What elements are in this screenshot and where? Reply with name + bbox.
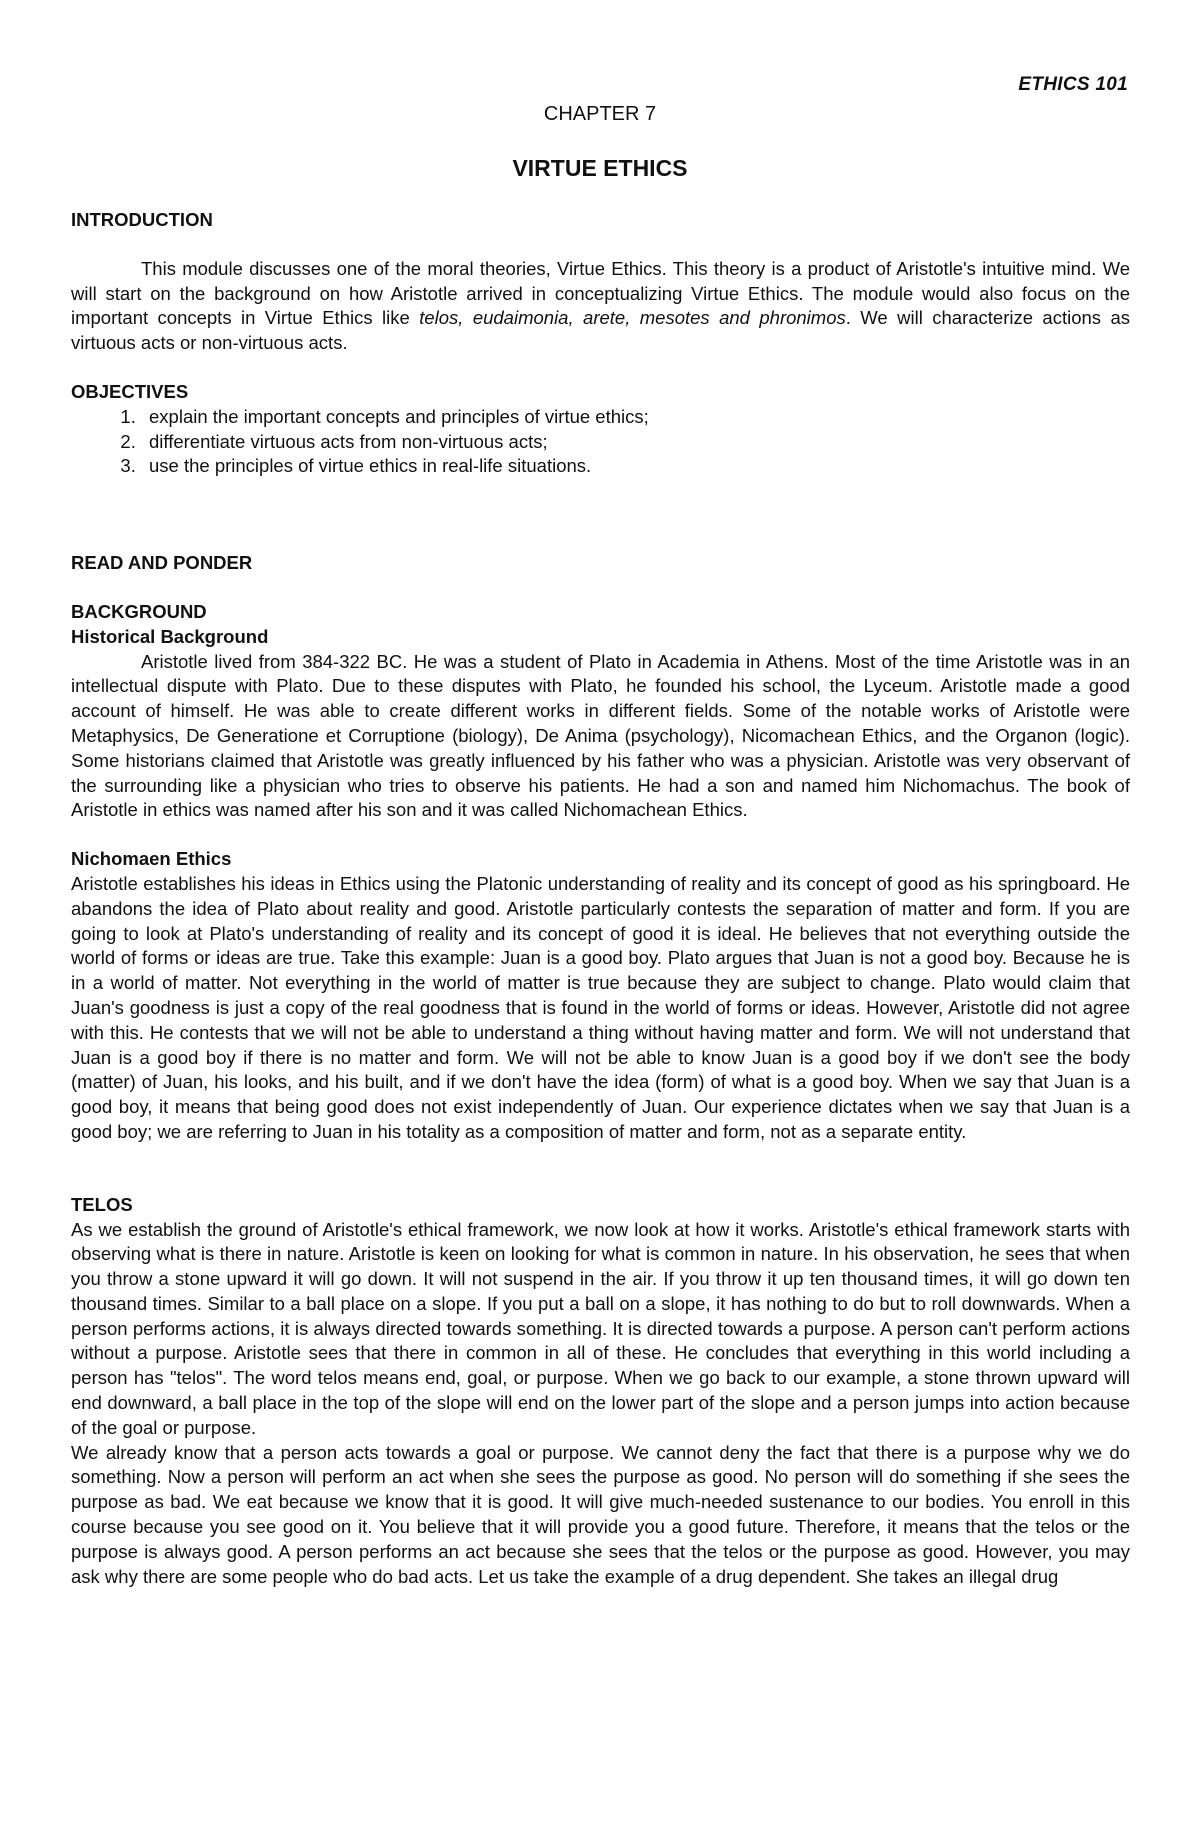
nichomaen-ethics-paragraph: Aristotle establishes his ideas in Ethics using the Platonic understanding of reality and its concept of good as his springboard. He abandons the idea of Plato about reality and good. Aristotle particularly contests the separation of matter and form. If you are going to look at Plato's understanding of reality and its concept of good it is ideal. He believes that not everything outside the world of forms or ideas are true. Take this example: Juan is a good boy. Plato argues that Juan is not a good boy. Because he is in a world of matter. Not everything in the world of matter is true because they are subject to change. Plato would claim that Juan's goodness is just a copy of the real goodness that is found in the world of forms or ideas. However, Aristotle did not agree with this. He contests that we will not be able to understand a thing without having matter and form. We will not understand that Juan is a good boy if there is no matter and form. We will not be able to know Juan is a good boy if we don't see the body (matter) of Juan, his looks, and his built, and if we don't have the idea (form) of what is a good boy. When we say that Juan is a good boy, it means that being good does not exist independently of Juan. Our experience dictates when we say that Juan is a good boy; we are referring to Juan in his totality as a composition of matter and form, not as a separate entity. — [71, 872, 1130, 1142]
historical-background-heading: Historical Background — [71, 625, 269, 647]
telos-paragraph-2: We already know that a person acts towards a goal or purpose. We cannot deny the fact that there is a purpose why we do something. Now a person will perform an act when she sees the purpose as good. No person will do something if she sees the purpose as bad. We eat because we know that it is good. It will give much-needed sustenance to our bodies. You enroll in this course because you see good on it. You believe that it will provide you a good future. Therefore, it means that the telos or the purpose is always good. A person performs an act because she sees that the telos or the purpose as good. However, you may ask why there are some people who do bad acts. Let us take the example of a drug dependent. She takes an illegal drug — [71, 1441, 1130, 1587]
course-header: ETHICS 101 — [1018, 74, 1128, 95]
introduction-text-part1: This module discusses one of the moral theories, Virtue Ethics. This theory is a product of Aristotle's intuitive mind. We will start on the background on how Aristotle arrived in conceptualizing Virtue Ethics. The module would also focus on the important concepts in Virtue Ethics like — [71, 257, 1130, 329]
telos-heading: TELOS — [71, 1193, 133, 1215]
introduction-terms: telos, eudaimonia, arete, mesotes and phronimos — [419, 307, 846, 329]
introduction-text-part2: . We will characterize actions as virtuous acts or non-virtuous acts. — [71, 307, 1130, 354]
objective-item: 3. use the principles of virtue ethics in real-life situations. — [141, 454, 1130, 479]
page-title: VIRTUE ETHICS — [512, 155, 688, 181]
objectives-heading: OBJECTIVES — [71, 380, 189, 402]
objective-item: 1. explain the important concepts and principles of virtue ethics; — [141, 405, 1130, 430]
introduction-heading: INTRODUCTION — [71, 209, 213, 230]
background-heading: BACKGROUND — [71, 600, 207, 622]
introduction-paragraph — [71, 257, 1130, 356]
objectives-list — [71, 405, 1130, 479]
historical-background-paragraph: Aristotle lived from 384-322 BC. He was a student of Plato in Academia in Athens. Most of the time Aristotle was in an intellectual dispute with Plato. Due to these disputes with Plato, he founded his school, the Lyceum. Aristotle made a good account of himself. He was able to create different works in different fields. Some of the notable works of Aristotle were Metaphysics, De Generatione et Corruptione (biology), De Anima (psychology), Nicomachean Ethics, and the Organon (logic). Some historians claimed that Aristotle was greatly influenced by his father who was a physician. Aristotle was very observant of the surrounding like a physician who tries to observe his patients. He had a son and named him Nichomachus. The book of Aristotle in ethics was named after his son and it was called Nichomachean Ethics. — [71, 650, 1130, 821]
chapter-label: CHAPTER 7 — [543, 103, 657, 125]
nichomaen-ethics-heading: Nichomaen Ethics — [71, 848, 232, 870]
read-and-ponder-heading: READ AND PONDER — [71, 552, 253, 574]
document-body — [71, 208, 1130, 1589]
telos-paragraph-1: As we establish the ground of Aristotle's ethical framework, we now look at how it works. Aristotle's ethical framework starts with observing what is there in nature. Aristotle is keen on looking for what is common in nature. In his observation, he sees that when you throw a stone upward it will go down. It will not suspend in the air. If you throw it up ten thousand times, it will go down ten thousand times. Similar to a ball place on a slope. If you put a ball on a slope, it has nothing to do but to roll downwards. When a person performs actions, it is always directed towards something. It is directed towards a purpose. A person can't perform actions without a purpose. Aristotle sees that there in common in all of these. He concludes that everything in this world including a person has "telos". The word telos means end, goal, or purpose. When we go back to our example, a stone thrown upward will end downward, a ball place in the top of the slope will end on the lower part of the slope and a person jumps into action because of the goal or purpose. — [71, 1218, 1130, 1438]
objective-item: 2. differentiate virtuous acts from non-virtuous acts; — [141, 430, 1130, 455]
